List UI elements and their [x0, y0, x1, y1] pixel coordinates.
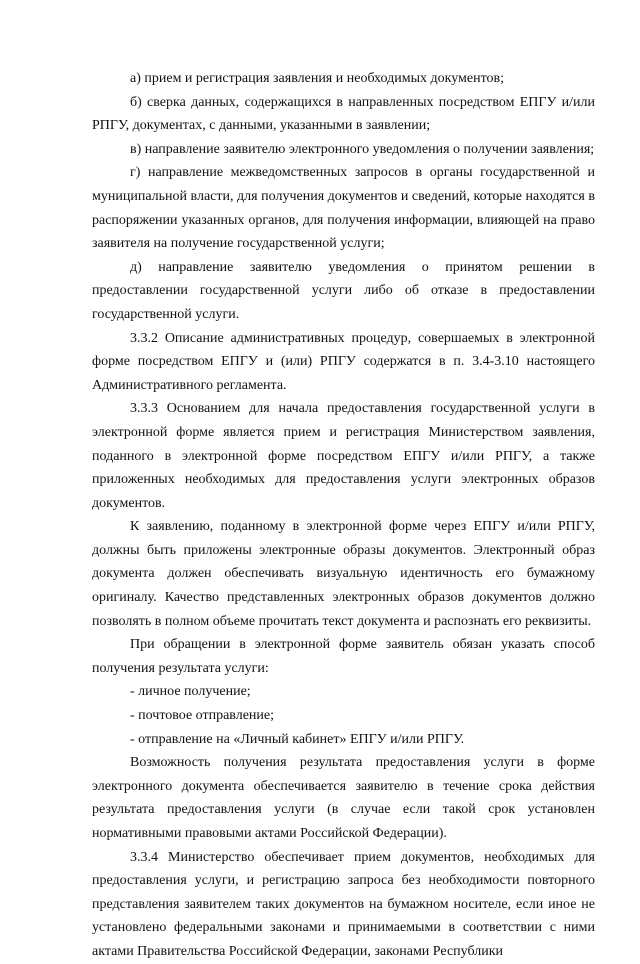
list-item-b: б) сверка данных, содержащихся в направленных посредством ЕПГУ и/или РПГУ, документах, с данными, указанными в заявлении;: [92, 94, 595, 134]
option-personal: - личное получение;: [130, 684, 251, 700]
list-item-g: г) направление межведомственных запросов в органы государственной и муниципальной власти, для получения документов и сведений, которые находятся в распоряжении указанных органов, для получения информации, влияющей на право заявителя на получение государственной услуги;: [92, 165, 595, 252]
section-3-3-4: 3.3.4 Министерство обеспечивает прием документов, необходимых для предоставления услуги, и регистрацию запроса без необходимости повторного представления заявителем таких документов на бумажном носителе, если иное не установлено федеральными законами и принимаемыми в соответствии с ними актами Правительства Российской Федерации, законами Республики: [92, 849, 595, 959]
option-mail: - почтовое отправление;: [130, 708, 275, 724]
list-item-v: в) направление заявителю электронного уведомления о получении заявления;: [130, 141, 595, 157]
option-cabinet: - отправление на «Личный кабинет» ЕПГУ и/или РПГУ.: [130, 731, 465, 747]
list-item-d: д) направление заявителю уведомления о принятом решении в предоставлении государственной услуги либо об отказе в предоставлении государственной услуги.: [92, 259, 595, 322]
section-3-3-3: 3.3.3 Основанием для начала предоставления государственной услуги в электронной форме является прием и регистрация Министерством заявления, поданного в электронной форме посредством ЕПГУ и/или РПГУ, а также приложенных необходимых для предоставления услуги электронных образов документов.: [92, 401, 595, 511]
paragraph-electronic-images: К заявлению, поданному в электронной форме через ЕПГУ и/или РПГУ, должны быть приложены электронные образы документов. Электронный образ документа должен обеспечивать визуальную идентичность его бумажному оригиналу. Качество представленных электронных образов документов должно позволять в полном объеме прочитать текст документа и распознать его реквизиты.: [92, 519, 595, 629]
paragraph-result-electronic: Возможность получения результата предоставления услуги в форме электронного документа обеспечивается заявителю в течение срока действия результата предоставления услуги (в случае если такой срок установлен нормативными правовыми актами Российской Федерации).: [92, 755, 595, 841]
paragraph-result-method: При обращении в электронной форме заявитель обязан указать способ получения результата услуги:: [92, 637, 595, 676]
document-page: [92, 67, 595, 964]
list-item-a: а) прием и регистрация заявления и необходимых документов;: [130, 71, 505, 86]
section-3-3-2: 3.3.2 Описание административных процедур, совершаемых в электронной форме посредством ЕПГУ и (или) РПГУ содержатся в п. 3.4-3.10 настоящего Административного регламента.: [92, 330, 595, 393]
